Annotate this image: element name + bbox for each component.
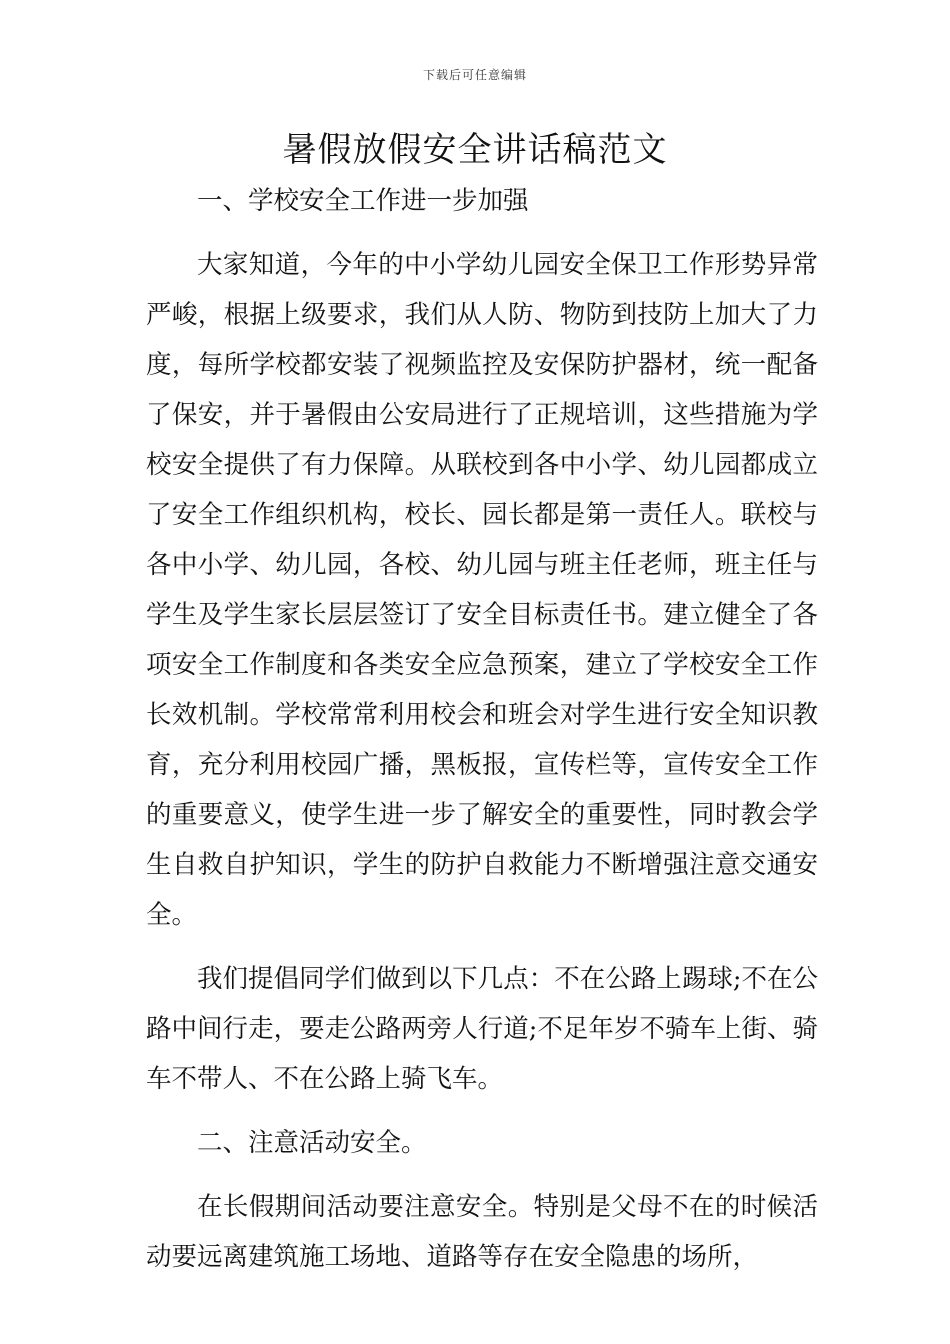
document-title: 暑假放假安全讲话稿范文 [282,130,668,170]
paragraph-spacer [146,226,818,240]
section-heading-1: 一、学校安全工作进一步加强 [197,186,529,216]
document-body [146,176,818,1282]
paragraph-spacer [146,940,818,954]
header-note: 下载后可任意编辑 [422,68,527,82]
section-heading-2: 二、注意活动安全。 [197,1128,427,1158]
paragraph-traffic-tips: 我们提倡同学们做到以下几点：不在公路上踢球;不在公路中间行走，要走公路两旁人行道;不足年岁不骑车上街、骑车不带人、不在公路上骑飞车。 [146,964,818,1094]
paragraph-safety-measures: 大家知道，今年的中小学幼儿园安全保卫工作形势异常严峻，根据上级要求，我们从人防、物防到技防上加大了力度，每所学校都安装了视频监控及安保防护器材，统一配备了保安，并于暑假由公安局进行了正规培训，这些措施为学校安全提供了有力保障。从联校到各中小学、幼儿园都成立了安全工作组织机构，校长、园长都是第一责任人。联校与各中小学、幼儿园，各校、幼儿园与班主任老师，班主任与学生及学生家长层层签订了安全目标责任书。建立健全了各项安全工作制度和各类安全应急预案，建立了学校安全工作长效机制。学校常常利用校会和班会对学生进行安全知识教育，充分利用校园广播，黑板报，宣传栏等，宣传安全工作的重要意义，使学生进一步了解安全的重要性，同时教会学生自救自护知识，学生的防护自救能力不断增强注意交通安全。 [146,250,818,930]
paragraph-activity-safety: 在长假期间活动要注意安全。特别是父母不在的时候活动要远离建筑施工场地、道路等存在安全隐患的场所， [146,1192,818,1272]
paragraph-spacer [146,1168,818,1182]
paragraph-spacer [146,1104,818,1118]
